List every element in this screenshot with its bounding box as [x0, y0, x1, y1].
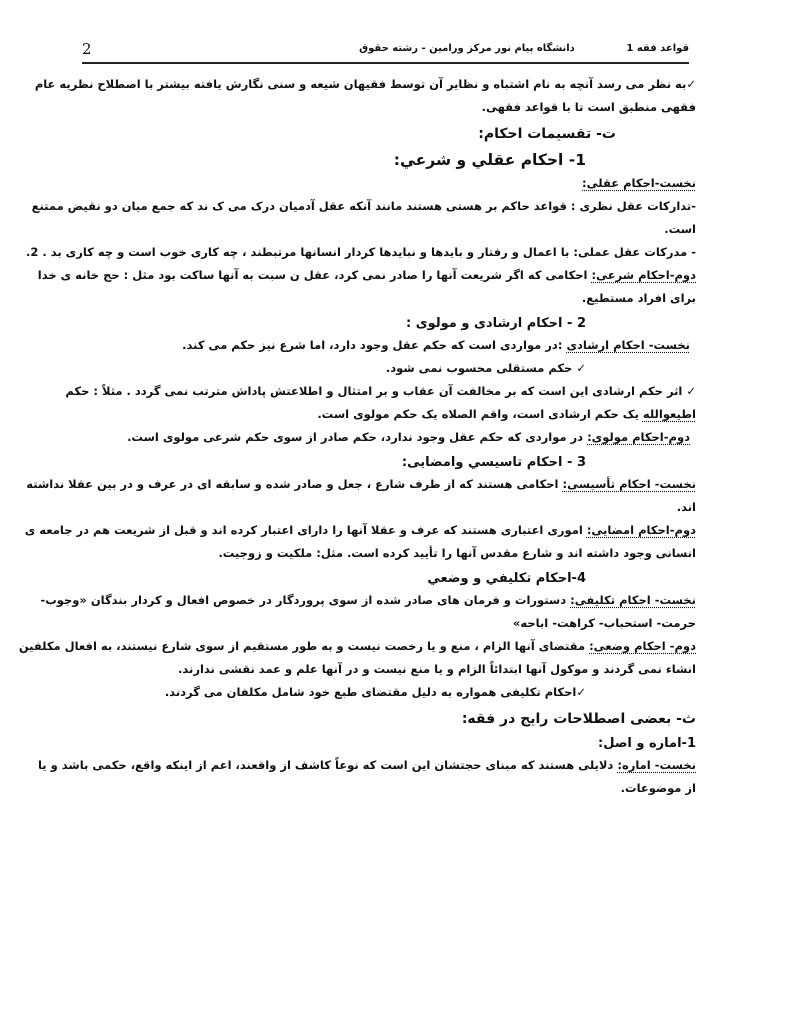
body-line: نخست- احکام تأسیسی: احکامی هستند که از طرف شارع ، جعل و صادر شده و سابقه ای در عرف و در بین عقلا نداشته — [26, 477, 696, 491]
body-line: دوم- احکام وضعی: مقتضای آنها الزام ، منع و یا رخصت نیست و به طور مستقیم از سوی شارع نیستند، به افعال مکلفین — [18, 639, 696, 653]
term-underlined: نخست- احکام تأسیسی: — [562, 477, 696, 491]
subsection-heading: 2 - احکام ارشادی و مولوی : — [405, 316, 586, 331]
subsection-heading: 4-احکام تکلیفي و وضعي — [427, 571, 586, 586]
course-title: قواعد فقه 1 — [626, 43, 689, 54]
subsection-heading: 1- احکام عقلي و شرعي: — [393, 151, 586, 169]
term-underlined: نخست-احکام عقلی: — [582, 176, 696, 190]
body-line: نخست- احکام ارشادی :در مواردی است که حکم عقل وجود دارد، اما شرع نیز حکم می کند. — [182, 338, 690, 352]
body-line: دوم-احکام مولوی: در مواردی که حکم عقل وجود ندارد، حکم صادر از سوی حکم شرعی مولوی است. — [127, 430, 690, 444]
term-underlined: دوم-احکام امضایی: — [586, 523, 696, 537]
body-line: ✓احکام تکلیفی همواره به دلیل مقتضای طبع خود شامل مکلفان می گردند. — [164, 685, 586, 699]
body-line: از موضوعات. — [620, 781, 696, 795]
term-underlined: نخست- اماره: — [617, 758, 696, 772]
term-underlined: دوم-احکام مولوی: — [587, 430, 690, 444]
body-line: ✓به نظر می رسد آنچه به نام اشتباه و نظایر آن توسط فقیهان شیعه و سنی نگارش یافته بیشتر با اصطلاح نظریه عام — [34, 77, 696, 91]
body-line: است. — [664, 222, 696, 236]
body-line: برای افراد مستطیع. — [581, 291, 696, 305]
term-underlined: نخست- احکام ارشادی — [566, 338, 690, 352]
body-line: - مدرکات عقل عملی: با اعمال و رفتار و بایدها و نبایدها کردار انسانها مرتبطند ، چه کاری خوب است و چه کاری بد . 2. — [25, 245, 696, 259]
body-line: انشاء نمی گردند و موکول آنها ابتدائاً الزام و یا منع نیست و در آنها علم و عمد نقشی ندارند. — [178, 662, 696, 676]
term-underlined: دوم- احکام وضعی: — [589, 639, 696, 653]
body-line: دوم-احکام امضایی: اموری اعتباری هستند که عرف و عقلا آنها را دارای اعتبار کرده اند و قبل از شریعت هم در جامعه ی — [24, 523, 696, 537]
term-underlined: اطیعوالله — [642, 407, 696, 421]
page-number: 2 — [82, 40, 92, 58]
document-body — [18, 76, 696, 803]
body-line: اند. — [676, 500, 696, 514]
page-header — [82, 40, 689, 60]
subheading — [90, 175, 696, 198]
header-rule — [82, 62, 689, 64]
subsection-heading: 1-اماره و اصل: — [598, 736, 696, 751]
body-line: ✓ اثر حکم ارشادی این است که بر مخالفت آن عقاب و بر امتثال و اطلاعتش پاداش مترتب نمی گردد . مثلاً : حکم — [65, 384, 696, 398]
subsection-heading: 3 - احکام تاسیسي وامضایی: — [401, 455, 586, 470]
body-line: نخست- احکام تکلیفی: دستورات و فرمان های صادر شده از سوی پروردگار در خصوص افعال و کردار بندگان «وجوب- — [40, 593, 696, 607]
term-underlined: دوم-احکام شرعی: — [591, 268, 696, 282]
term-underlined: نخست- احکام تکلیفی: — [570, 593, 696, 607]
body-line: دوم-احکام شرعی: احکامی که اگر شریعت آنها را صادر نمی کرد، عقل ن سبت به آنها ساکت بود مثل : حج خانه ی خدا — [37, 268, 696, 282]
body-line: حرمت- استحباب- کراهت- اباحه» — [512, 616, 696, 630]
institution-name: دانشگاه پیام نور مرکز ورامین - رشته حقوق — [359, 43, 575, 54]
body-line: ✓ حکم مستقلی محسوب نمی شود. — [385, 361, 586, 375]
body-line: اطیعوالله یک حکم ارشادی است، واقم الصلاه یک حکم مولوی است. — [317, 407, 696, 421]
body-line: نخست- اماره: دلایلی هستند که مبنای حجتشان این است که نوعاً کاشف از واقعند، اعم از اینکه واقع، حکمی باشد و یا — [37, 758, 696, 772]
section-heading: ث- بعضی اصطلاحات رایج در فقه: — [461, 711, 696, 727]
body-line: انسانی وجود داشته اند و شارع مقدس آنها را تأیید کرده است. مثل: ملکیت و زوجیت. — [218, 546, 696, 560]
body-line: -تدارکات عقل نظری : قواعد حاکم بر هستی هستند مانند آنکه عقل آدمیان درک می ک ند که جمع میان دو نقیض ممتنع — [31, 199, 696, 213]
section-heading: ت- تقسیمات احکام: — [478, 126, 616, 142]
body-line: فقهی منطبق است تا با قواعد فقهی. — [481, 100, 696, 114]
